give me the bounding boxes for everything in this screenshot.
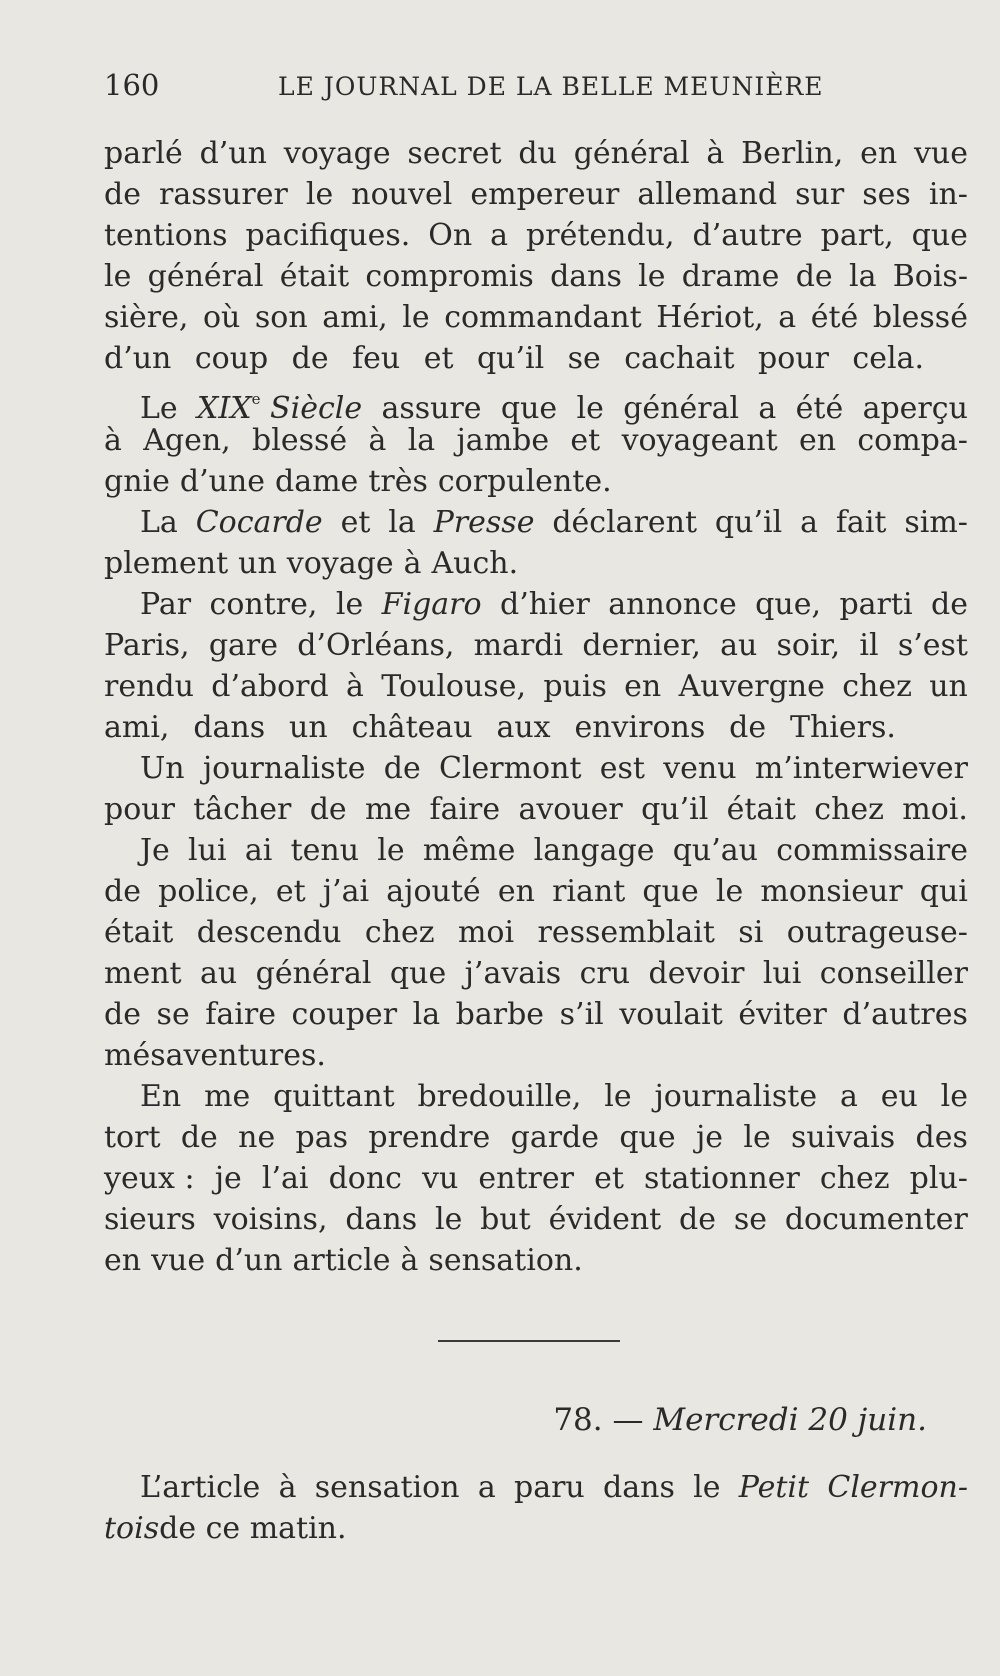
word: Auch. — [431, 546, 519, 581]
word: Je — [140, 833, 170, 868]
word: le — [402, 300, 430, 335]
word: à — [706, 136, 725, 171]
word: se — [156, 997, 190, 1032]
newspaper-title: Presse — [433, 505, 535, 540]
word: la — [388, 505, 416, 540]
word: allemand — [637, 177, 778, 212]
word: donc — [328, 1161, 402, 1196]
word: couper — [291, 997, 398, 1032]
word: tort — [104, 1120, 161, 1155]
word: et — [423, 341, 454, 376]
word: ami, — [322, 300, 388, 335]
word: d’hier — [500, 587, 590, 622]
text-line — [104, 1508, 968, 1549]
word: que — [911, 218, 968, 253]
word: j’ai — [322, 874, 370, 909]
word: voyage — [286, 546, 394, 581]
word: soir, — [776, 628, 841, 663]
word: je — [695, 1120, 724, 1155]
word: de — [729, 710, 767, 745]
word: un — [289, 710, 328, 745]
word: ne — [238, 1120, 276, 1155]
word: prendre — [368, 1120, 491, 1155]
word: chez — [814, 792, 884, 827]
newspaper-title: Clermon- — [827, 1470, 968, 1505]
word: et — [570, 423, 601, 458]
word: vu — [422, 1161, 459, 1196]
word: Bois- — [892, 259, 968, 294]
word: et — [275, 874, 306, 909]
word: conseiller — [819, 956, 968, 991]
word: ajouté — [386, 874, 481, 909]
word: compromis — [365, 259, 534, 294]
word: assure — [381, 391, 482, 426]
word: plu- — [909, 1161, 968, 1196]
word: paru — [514, 1470, 585, 1505]
page-number: 160 — [104, 68, 160, 102]
word: barbe — [455, 997, 545, 1032]
text-line — [104, 830, 968, 871]
word: où — [202, 300, 241, 335]
word: vue — [913, 136, 968, 171]
word: Hériot, — [656, 300, 764, 335]
word: chez — [842, 669, 912, 704]
word: moi. — [902, 792, 968, 827]
word: le — [693, 1470, 721, 1505]
word: des — [915, 1120, 968, 1155]
word: général — [255, 956, 372, 991]
word: évident — [548, 1202, 662, 1237]
word: général — [147, 259, 264, 294]
word: en — [497, 874, 535, 909]
word: dans — [603, 1470, 675, 1505]
word: qui — [919, 874, 968, 909]
word: journaliste — [654, 1079, 818, 1114]
word: aux — [496, 710, 551, 745]
word: dame — [275, 464, 359, 499]
word: eu — [880, 1079, 918, 1114]
word: que, — [755, 587, 821, 622]
word: même — [422, 833, 516, 868]
word: devoir — [648, 956, 745, 991]
word: été — [810, 300, 859, 335]
word: il — [859, 628, 879, 663]
word: faire — [205, 997, 276, 1032]
word: L’article — [140, 1470, 261, 1505]
word: et — [594, 1161, 624, 1196]
word: de — [931, 587, 968, 622]
word: le — [715, 874, 744, 909]
word: lui — [188, 833, 227, 868]
word: un — [929, 669, 968, 704]
word: yeux : — [104, 1161, 195, 1196]
text-line — [104, 133, 968, 174]
text-line — [104, 871, 968, 912]
body-text — [104, 133, 968, 1281]
text-line — [104, 543, 968, 584]
word: environs — [574, 710, 706, 745]
word: pour — [758, 341, 829, 376]
word: me — [204, 1079, 251, 1114]
newspaper-title: Petit — [738, 1470, 810, 1505]
word: article — [292, 1243, 391, 1278]
word: empereur — [470, 177, 620, 212]
entry-heading — [553, 1402, 927, 1438]
word: je — [214, 1161, 242, 1196]
word: qu’il — [476, 341, 545, 376]
word: a — [490, 218, 509, 253]
word: blessé — [252, 423, 348, 458]
entry-text — [104, 1467, 968, 1549]
word: la — [412, 997, 441, 1032]
word: château — [351, 710, 473, 745]
word: sensation — [314, 1470, 460, 1505]
word: à — [368, 423, 387, 458]
word: cela. — [852, 341, 924, 376]
text-line — [104, 584, 968, 625]
word: En — [140, 1079, 182, 1114]
word: in- — [928, 177, 968, 212]
word: au — [200, 956, 238, 991]
word: Par — [140, 587, 192, 622]
word: d’autre — [692, 218, 803, 253]
word: me — [364, 792, 412, 827]
text-line — [104, 256, 968, 297]
word: que — [619, 1120, 676, 1155]
text-line — [104, 748, 968, 789]
word: suivais — [791, 1120, 896, 1155]
word: a — [839, 1079, 858, 1114]
word: riant — [552, 874, 626, 909]
word: d’une — [179, 464, 266, 499]
word: annonce — [608, 587, 737, 622]
word: la — [407, 423, 436, 458]
word: aperçu — [862, 391, 968, 426]
word: sieurs — [104, 1202, 196, 1237]
word: part, — [820, 218, 894, 253]
text-line — [104, 1035, 968, 1076]
word: que — [500, 391, 558, 426]
word: le — [305, 177, 334, 212]
text-line — [104, 953, 968, 994]
word: très — [368, 464, 428, 499]
word: Un — [140, 751, 185, 786]
word: venu — [663, 751, 737, 786]
word: déclarent — [552, 505, 698, 540]
word: d’un — [199, 136, 267, 171]
word: Toulouse, — [381, 669, 526, 704]
word: Agen, — [143, 423, 231, 458]
word: le — [743, 1120, 771, 1155]
word: en — [860, 136, 898, 171]
word: cachait — [624, 341, 735, 376]
text-line — [104, 1158, 968, 1199]
word: lui — [762, 956, 802, 991]
text-line — [104, 1076, 968, 1117]
word: a — [778, 300, 797, 335]
title-part: Siècle — [270, 391, 363, 426]
word: nouvel — [351, 177, 453, 212]
word: ai — [244, 833, 273, 868]
word: si — [738, 915, 764, 950]
text-line — [104, 174, 968, 215]
word: entrer — [478, 1161, 574, 1196]
word: était — [104, 915, 174, 950]
word: gare — [208, 628, 278, 663]
word: langage — [533, 833, 655, 868]
text-line — [104, 666, 968, 707]
word: le — [104, 259, 132, 294]
text-line — [104, 1199, 968, 1240]
word: On — [428, 218, 473, 253]
word: dernier, — [582, 628, 701, 663]
word: parlé — [104, 136, 183, 171]
word: dans — [345, 1202, 418, 1237]
text-line — [104, 1467, 968, 1508]
word: ressemblait — [537, 915, 715, 950]
word: de — [180, 1120, 218, 1155]
word: le — [576, 391, 604, 426]
word: chez — [819, 1161, 890, 1196]
word: plement — [104, 546, 229, 581]
word: l’ai — [261, 1161, 309, 1196]
word: de — [679, 1202, 717, 1237]
word: d’autres — [842, 997, 968, 1032]
word: La — [140, 505, 178, 540]
word: ses — [862, 177, 911, 212]
word: drame — [681, 259, 780, 294]
entry-date: Mercredi 20 juin. — [653, 1402, 927, 1438]
word: d’un — [215, 1243, 283, 1278]
text-line — [104, 707, 968, 748]
word: éviter — [738, 997, 827, 1032]
text-line — [104, 502, 968, 543]
word: rassurer — [159, 177, 288, 212]
word: en — [798, 423, 837, 458]
word: jambe — [456, 423, 550, 458]
entry-number: 78. — — [553, 1402, 644, 1438]
word: qu’au — [672, 833, 758, 868]
text-line — [104, 1240, 968, 1281]
word: général — [573, 136, 690, 171]
text-line — [104, 1117, 968, 1158]
word: de — [795, 259, 833, 294]
word: Thiers. — [789, 710, 896, 745]
newspaper-title: Cocarde — [195, 505, 323, 540]
word: d’abord — [211, 669, 329, 704]
word: de — [104, 874, 141, 909]
word: son — [254, 300, 308, 335]
word: tentions — [104, 218, 228, 253]
word: blessé — [872, 300, 968, 335]
word: puis — [543, 669, 607, 704]
word: cru — [579, 956, 631, 991]
word: Auvergne — [678, 669, 825, 704]
newspaper-title: Figaro — [381, 587, 482, 622]
word: stationner — [644, 1161, 800, 1196]
word: mésaventures. — [104, 1038, 326, 1073]
word: Paris, — [104, 628, 190, 663]
word: police, — [158, 874, 259, 909]
word: que — [642, 874, 699, 909]
word: faire — [429, 792, 501, 827]
word: pour — [104, 792, 175, 827]
word: sière, — [104, 300, 189, 335]
word: le — [940, 1079, 968, 1114]
word: un — [238, 546, 277, 581]
word: commissaire — [776, 833, 968, 868]
word: de — [309, 792, 347, 827]
superscript: e — [251, 390, 261, 408]
word: parti — [839, 587, 913, 622]
word: au — [720, 628, 758, 663]
word: de — [104, 997, 141, 1032]
word: ment — [104, 956, 182, 991]
word: qu’il — [714, 505, 783, 540]
word: à — [104, 423, 122, 458]
word: monsieur — [760, 874, 903, 909]
word: fait — [835, 505, 887, 540]
word: été — [795, 391, 844, 426]
word: était — [726, 792, 796, 827]
word: a — [477, 1470, 496, 1505]
word: Berlin, — [741, 136, 844, 171]
word: sur — [795, 177, 845, 212]
word: tenu — [290, 833, 360, 868]
word: dans — [550, 259, 622, 294]
word: bredouille, — [417, 1079, 582, 1114]
running-title: LE JOURNAL DE LA BELLE MEUNIÈRE — [278, 72, 824, 101]
text-line — [104, 912, 968, 953]
word: le — [638, 259, 666, 294]
text-line — [104, 625, 968, 666]
text-line — [104, 297, 968, 338]
word: Clermont — [438, 751, 582, 786]
word: la — [848, 259, 877, 294]
text-line — [104, 461, 968, 502]
word: à — [278, 1470, 297, 1505]
word: pas — [295, 1120, 349, 1155]
word: de — [383, 751, 421, 786]
text-line — [104, 338, 968, 379]
word: et — [340, 505, 371, 540]
word: chez — [364, 915, 435, 950]
word: avouer — [518, 792, 623, 827]
word: voisins, — [213, 1202, 328, 1237]
word: feu — [352, 341, 401, 376]
section-divider — [438, 1340, 620, 1342]
text-line — [104, 379, 968, 426]
text-line — [104, 994, 968, 1035]
word: sim- — [904, 505, 968, 540]
word: à — [400, 1243, 419, 1278]
word: le — [434, 1202, 463, 1237]
word: est — [599, 751, 645, 786]
word: outrageuse- — [786, 915, 968, 950]
word: voyage — [283, 136, 391, 171]
word: secret — [407, 136, 502, 171]
word: vue — [151, 1243, 206, 1278]
word: à — [346, 669, 364, 704]
word: prétendu, — [526, 218, 675, 253]
word: dans — [193, 710, 266, 745]
word: s’il — [559, 997, 604, 1032]
word: corpulente. — [437, 464, 612, 499]
word: voulait — [619, 997, 723, 1032]
word: commandant — [444, 300, 642, 335]
word: j’avais — [464, 956, 562, 991]
page-header — [104, 68, 930, 108]
text-line — [104, 215, 968, 256]
word: se — [733, 1202, 767, 1237]
word: voyageant — [621, 423, 778, 458]
word: le — [377, 833, 405, 868]
word: à — [403, 546, 422, 581]
word: mardi — [473, 628, 564, 663]
title-part: XIX — [197, 391, 252, 426]
word: en — [624, 669, 662, 704]
word: a — [758, 391, 777, 426]
word: que — [389, 956, 447, 991]
word: sensation. — [428, 1243, 583, 1278]
word: Le — [140, 391, 178, 426]
word: rendu — [104, 669, 194, 704]
word: général — [623, 391, 740, 426]
word: but — [480, 1202, 531, 1237]
word: pacifiques. — [245, 218, 411, 253]
word: qu’il — [641, 792, 709, 827]
word: documenter — [784, 1202, 968, 1237]
word: était — [279, 259, 350, 294]
word: d’un — [104, 341, 172, 376]
word: journaliste — [202, 751, 366, 786]
word: de — [104, 177, 141, 212]
word: se — [567, 341, 601, 376]
word: ami, — [104, 710, 170, 745]
word: compa- — [857, 423, 968, 458]
text-line — [104, 789, 968, 830]
word: coup — [194, 341, 269, 376]
word: moi — [457, 915, 515, 950]
word: de ce matin. — [159, 1511, 347, 1546]
word: garde — [510, 1120, 600, 1155]
word: le — [604, 1079, 632, 1114]
word: s’est — [897, 628, 968, 663]
word: du — [518, 136, 557, 171]
word: a — [800, 505, 818, 540]
word: contre, — [209, 587, 318, 622]
word: quittant — [273, 1079, 395, 1114]
word: en — [104, 1243, 142, 1278]
word: d’Orléans, — [297, 628, 455, 663]
newspaper-title: tois — [104, 1511, 160, 1546]
word: descendu — [196, 915, 342, 950]
word: de — [291, 341, 329, 376]
word: gnie — [104, 464, 170, 499]
word: tâcher — [193, 792, 292, 827]
word: le — [335, 587, 364, 622]
word: m’interwiever — [754, 751, 968, 786]
